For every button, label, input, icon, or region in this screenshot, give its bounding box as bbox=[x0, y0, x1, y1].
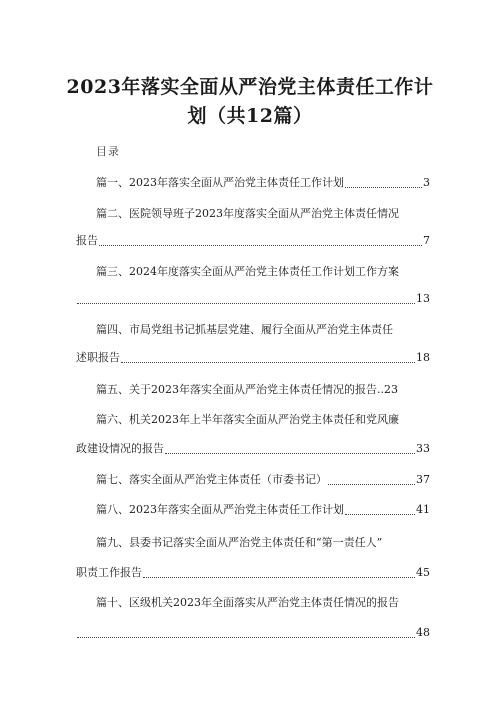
toc-page-number: 3 bbox=[423, 176, 430, 189]
toc-page-number: 37 bbox=[416, 473, 430, 486]
toc-entry-5[interactable] bbox=[96, 383, 430, 397]
toc-page-number: 13 bbox=[416, 292, 430, 305]
toc-entry-4-line-2[interactable] bbox=[76, 351, 430, 365]
toc-leader-dots bbox=[99, 245, 422, 246]
toc-leader-dots bbox=[345, 514, 415, 515]
toc-entry-title: 篇四、市局党组书记抓基层党建、履行全面从严治党主体责任 bbox=[96, 323, 393, 336]
toc-leader-dots bbox=[328, 484, 415, 485]
toc-leader-dots bbox=[345, 187, 422, 188]
toc-entry-title: 篇五、关于2023年落实全面从严治党主体责任情况的报告 bbox=[96, 383, 377, 396]
toc-entry-title-continued: 政建设情况的报告 bbox=[76, 442, 164, 455]
toc-entry-2-line-1[interactable] bbox=[96, 207, 430, 221]
toc-leader-dots bbox=[143, 577, 415, 578]
toc-entry-6-line-2[interactable] bbox=[76, 442, 430, 456]
toc-entry-title: 篇二、医院领导班子2023年度落实全面从严治党主体责任情况 bbox=[96, 207, 399, 220]
document-title-line-1: 2023年落实全面从严治党主体责任工作计 bbox=[66, 76, 434, 98]
toc-page-number: 7 bbox=[423, 234, 430, 247]
toc-leader-dots bbox=[165, 453, 415, 454]
document-title-line-2: 划（共12篇） bbox=[187, 105, 313, 127]
toc-entry-title-continued: 述职报告 bbox=[76, 351, 120, 364]
toc-leader-dots bbox=[77, 637, 415, 638]
toc-entry-9-line-1[interactable] bbox=[96, 536, 430, 550]
toc-entry-10-line-2[interactable] bbox=[76, 626, 430, 640]
toc-entry-title: 篇六、机关2023年上半年落实全面从严治党主体责任和党风廉 bbox=[96, 413, 399, 426]
toc-entry-title: 篇八、2023年落实全面从严治党主体责任工作计划 bbox=[96, 503, 344, 516]
toc-entry-title: 篇三、2024年度落实全面从严治党主体责任工作计划工作方案 bbox=[96, 265, 399, 278]
toc-entry-title-continued: 报告 bbox=[76, 234, 98, 247]
toc-leader-dots bbox=[77, 303, 415, 304]
toc-page-number: 18 bbox=[416, 351, 430, 364]
toc-page-number: 33 bbox=[416, 442, 430, 455]
toc-entry-1[interactable] bbox=[96, 176, 430, 190]
toc-leader-dots bbox=[121, 362, 415, 363]
toc-page-number: 41 bbox=[416, 503, 430, 516]
toc-entry-3-line-1[interactable] bbox=[96, 265, 430, 279]
toc-entry-8[interactable] bbox=[96, 503, 430, 517]
toc-entry-3-line-2[interactable] bbox=[76, 292, 430, 306]
toc-entry-title: 篇一、2023年落实全面从严治党主体责任工作计划 bbox=[96, 176, 344, 189]
toc-entry-title: 篇七、落实全面从严治党主体责任（市委书记） bbox=[96, 473, 327, 486]
toc-entry-2-line-2[interactable] bbox=[76, 234, 430, 248]
toc-entry-10-line-1[interactable] bbox=[96, 596, 430, 610]
toc-entry-title-continued: 职责工作报告 bbox=[76, 566, 142, 579]
toc-page-number: ..23 bbox=[377, 383, 398, 396]
toc-entry-4-line-1[interactable] bbox=[96, 323, 430, 337]
toc-page-number: 45 bbox=[416, 566, 430, 579]
toc-entry-title: 篇九、县委书记落实全面从严治党主体责任和“第一责任人” bbox=[96, 536, 383, 549]
toc-heading: 目录 bbox=[96, 145, 120, 158]
toc-entry-7[interactable] bbox=[96, 473, 430, 487]
toc-page-number: 48 bbox=[416, 626, 430, 639]
toc-entry-9-line-2[interactable] bbox=[76, 566, 430, 580]
toc-entry-title: 篇十、区级机关2023年全面落实从严治党主体责任情况的报告 bbox=[96, 596, 399, 609]
toc-entry-6-line-1[interactable] bbox=[96, 413, 430, 427]
